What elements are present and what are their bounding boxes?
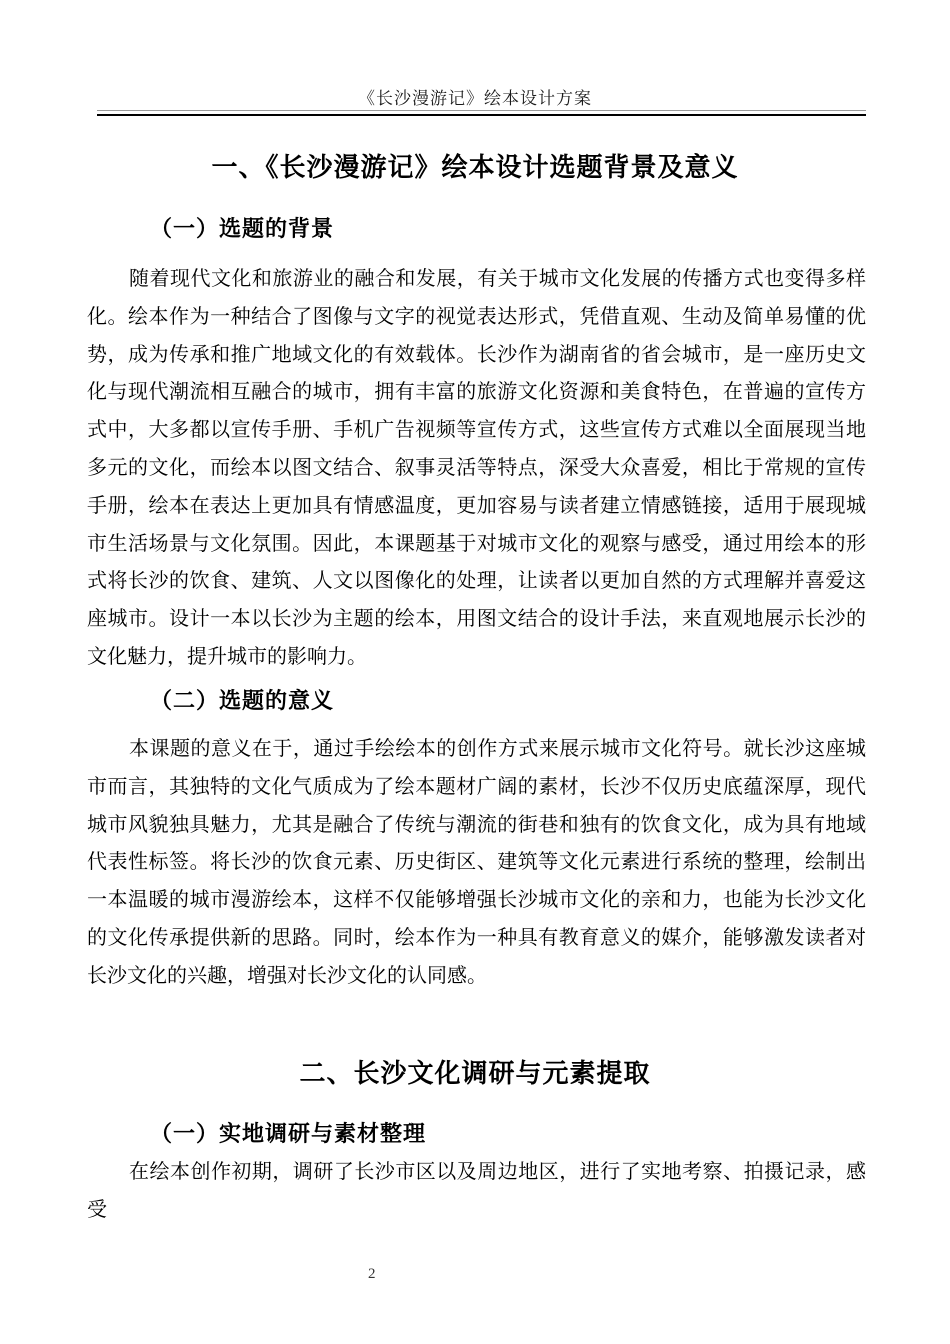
section-1-1-heading: （一）选题的背景 — [150, 216, 335, 241]
chapter-1-title: 一、《长沙漫游记》绘本设计选题背景及意义 — [211, 152, 739, 182]
page-header-title: 《长沙漫游记》绘本设计方案 — [358, 89, 592, 108]
section-1-2-heading: （二）选题的意义 — [150, 688, 335, 713]
page-number: 2 — [368, 1266, 376, 1282]
section-1-1-paragraph: 随着现代文化和旅游业的融合和发展，有关于城市文化发展的传播方式也变得多样化。绘本作为一种结合了图像与文字的视觉表达形式，凭借直观、生动及简单易懂的优势，成为传承和推广地域文化的有效载体。长沙作为湖南省的省会城市，是一座历史文化与现代潮流相互融合的城市，拥有丰富的旅游文化资源和美食特色，在普遍的宣传方式中，大多都以宣传手册、手机广告视频等宣传方式，这些宣传方式难以全面展现当地多元的文化，而绘本以图文结合、叙事灵活等特点，深受大众喜爱，相比于常规的宣传手册，绘本在表达上更加具有情感温度，更加容易与读者建立情感链接，适用于展现城市生活场景与文化氛围。因此，本课题基于对城市文化的观察与感受，通过用绘本的形式将长沙的饮食、建筑、人文以图像化的处理，让读者以更加自然的方式理解并喜爱这座城市。设计一本以长沙为主题的绘本，用图文结合的设计手法，来直观地展示长沙的文化魅力，提升城市的影响力。 — [87, 268, 866, 668]
chapter-2-title: 二、长沙文化调研与元素提取 — [299, 1058, 651, 1088]
section-2-1-heading: （一）实地调研与素材整理 — [150, 1121, 427, 1146]
page-header-rule — [97, 110, 866, 116]
section-1-2-paragraph: 本课题的意义在于，通过手绘绘本的创作方式来展示城市文化符号。就长沙这座城市而言，其独特的文化气质成为了绘本题材广阔的素材，长沙不仅历史底蕴深厚，现代城市风貌独具魅力，尤其是融合了传统与潮流的街巷和独有的饮食文化，成为具有地域代表性标签。将长沙的饮食元素、历史街区、建筑等文化元素进行系统的整理，绘制出一本温暖的城市漫游绘本，这样不仅能够增强长沙城市文化的亲和力，也能为长沙文化的文化传承提供新的思路。同时，绘本作为一种具有教育意义的媒介，能够激发读者对长沙文化的兴趣，增强对长沙文化的认同感。 — [87, 738, 866, 987]
section-2-1-paragraph: 在绘本创作初期，调研了长沙市区以及周边地区，进行了实地考察、拍摄记录，感受 — [87, 1161, 866, 1221]
